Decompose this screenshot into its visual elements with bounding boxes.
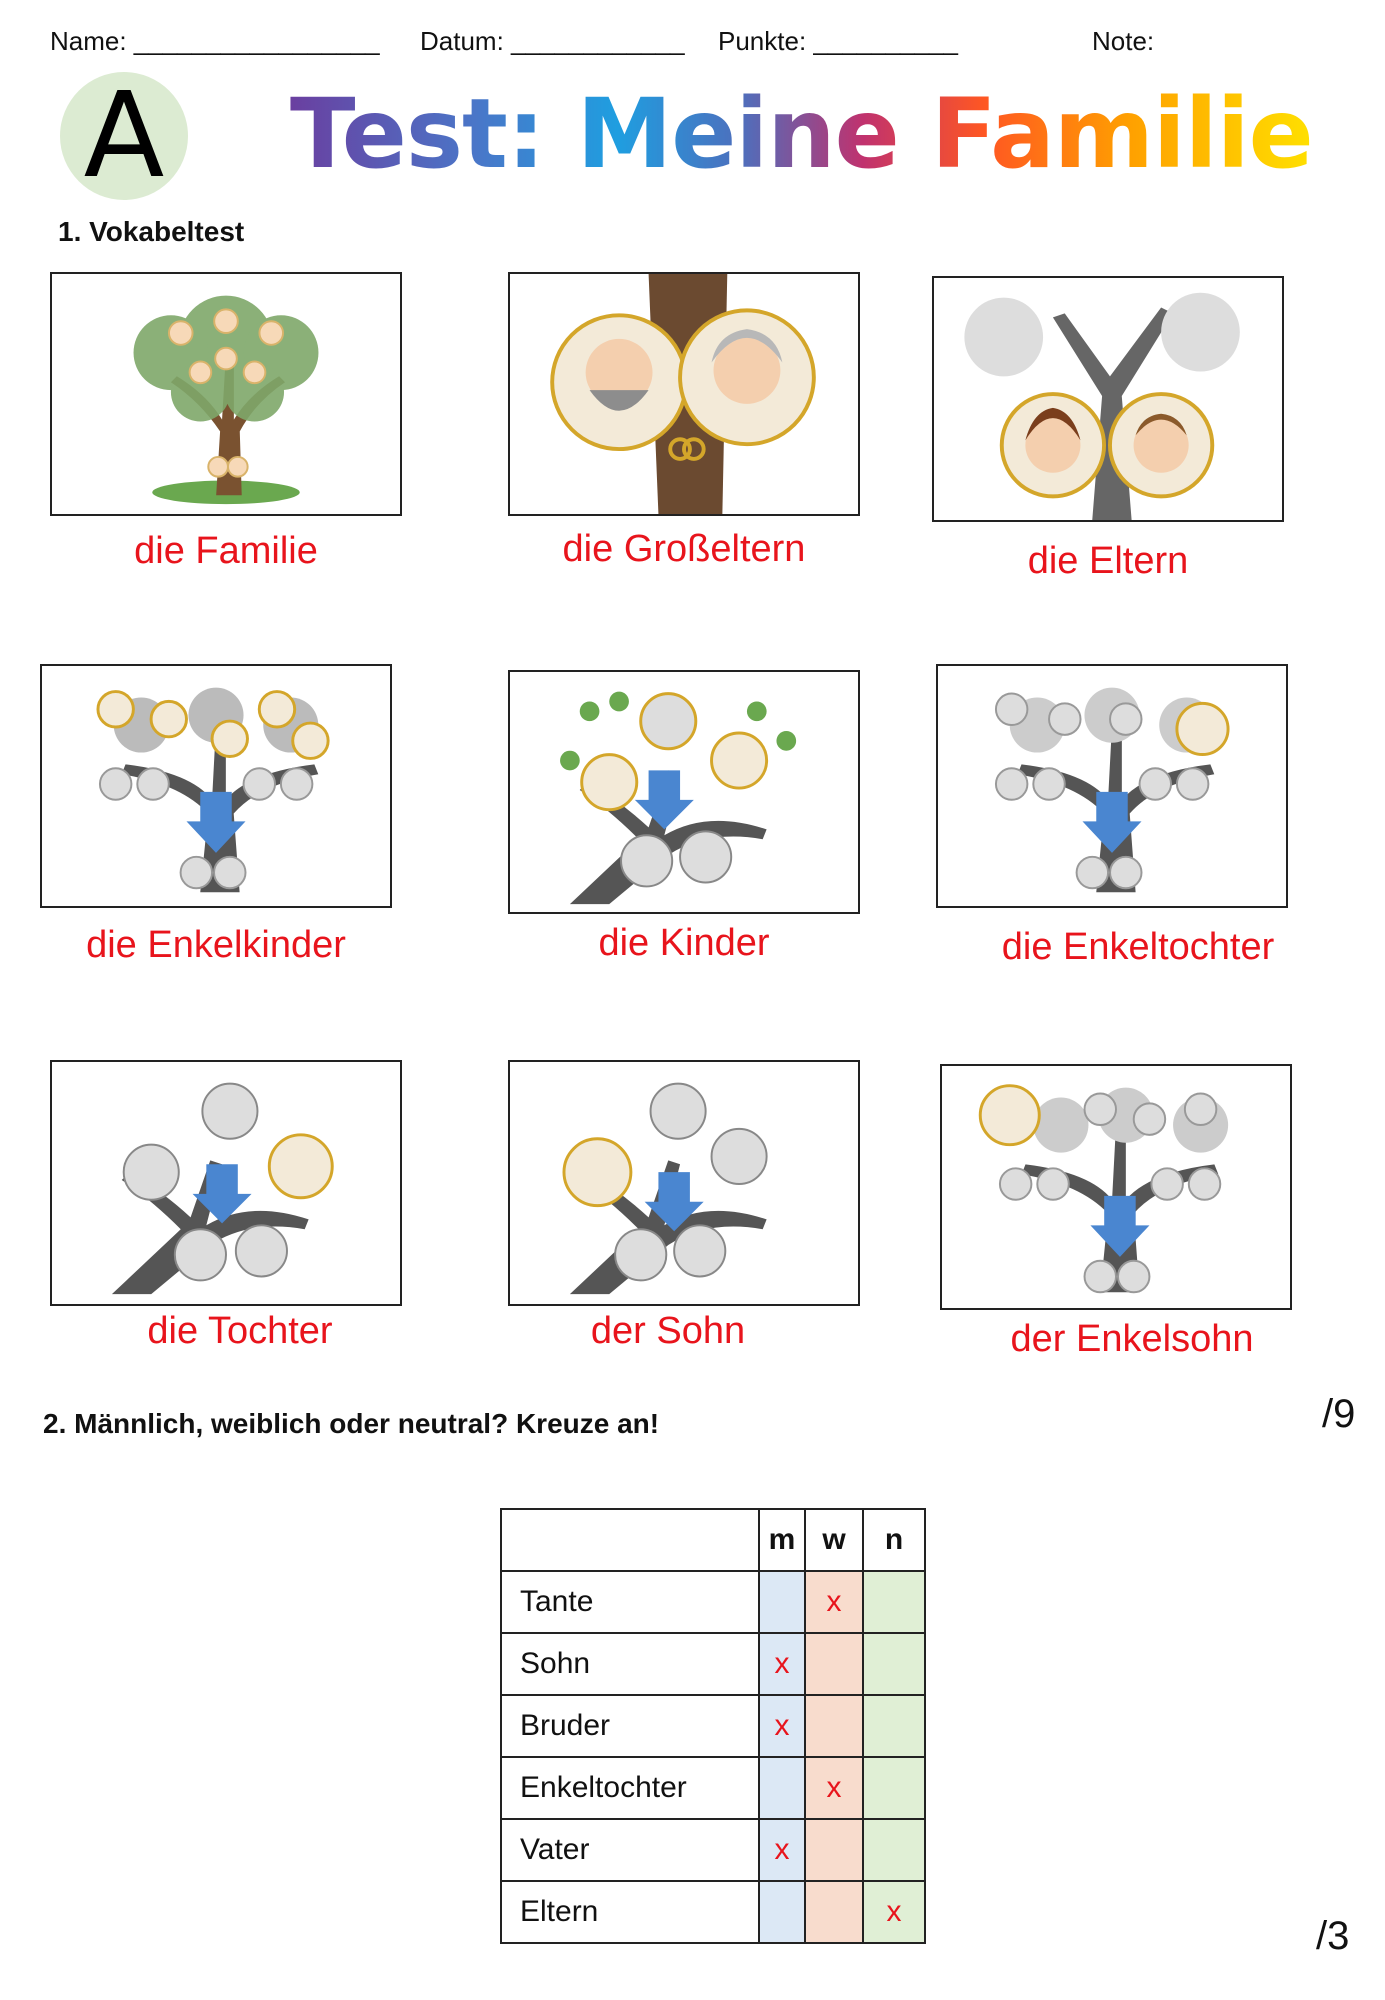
section1-score: /9 [1322,1392,1356,1436]
checkbox-n[interactable]: x [863,1881,925,1943]
column-header-m: m [759,1509,805,1571]
caption-card-3: die Eltern [1027,540,1189,582]
header-empty-cell [501,1509,759,1571]
section2-heading: 2. Männlich, weiblich oder neutral? Kreuze an! [43,1408,660,1439]
grade-field-label: Note: [1092,26,1155,56]
table-row [501,1819,925,1881]
table-row [501,1757,925,1819]
checkbox-n[interactable] [863,1571,925,1633]
grandparents-image [508,272,860,516]
grandson-image [940,1064,1292,1310]
word-cell: Enkeltochter [501,1757,759,1819]
caption-card-1: die Familie [134,530,318,572]
date-field-label: Datum: ____________ [420,26,685,56]
table-row [501,1881,925,1943]
checkbox-n[interactable] [863,1757,925,1819]
caption-card-7: die Tochter [147,1310,333,1352]
caption-card-6: die Enkeltochter [1001,926,1275,968]
checkbox-w[interactable]: x [805,1571,863,1633]
caption-card-5: die Kinder [598,922,770,964]
checkbox-w[interactable] [805,1819,863,1881]
gender-table [500,1508,926,1944]
column-header-w: w [805,1509,863,1571]
grandchildren-tree-illustration [42,666,390,906]
checkbox-m[interactable]: x [759,1819,805,1881]
word-cell: Bruder [501,1695,759,1757]
grandson-tree-illustration [942,1066,1290,1308]
children-tree-illustration [510,672,858,912]
table-row [501,1633,925,1695]
version-badge [60,66,188,204]
checkbox-n[interactable] [863,1695,925,1757]
checkbox-n[interactable] [863,1633,925,1695]
parents-portrait-illustration [934,278,1282,520]
table-row [501,1695,925,1757]
checkbox-w[interactable]: x [805,1757,863,1819]
checkbox-m[interactable]: x [759,1695,805,1757]
family-tree-illustration [52,274,400,514]
word-cell: Sohn [501,1633,759,1695]
children-image [508,670,860,914]
daughter-image [50,1060,402,1306]
granddaughter-image [936,664,1288,908]
section2-score: /3 [1316,1914,1350,1958]
points-field-label: Punkte: __________ [718,26,958,56]
parents-image [932,276,1284,522]
caption-card-4: die Enkelkinder [86,924,346,966]
version-letter: A [83,66,165,204]
checkbox-m[interactable] [759,1757,805,1819]
checkbox-w[interactable] [805,1881,863,1943]
granddaughter-tree-illustration [938,666,1286,906]
table-header-row [501,1509,925,1571]
son-tree-illustration [510,1062,858,1304]
checkbox-m[interactable] [759,1881,805,1943]
caption-card-2: die Großeltern [562,528,806,570]
grandparents-portrait-illustration [510,274,858,514]
grandchildren-image [40,664,392,908]
word-cell: Tante [501,1571,759,1633]
checkbox-w[interactable] [805,1695,863,1757]
section1-heading: 1. Vokabeltest [58,216,245,247]
family-tree-image [50,272,402,516]
name-field-label: Name: _________________ [50,26,380,56]
daughter-tree-illustration [52,1062,400,1304]
caption-card-8: der Sohn [590,1310,746,1352]
column-header-n: n [863,1509,925,1571]
table-row [501,1571,925,1633]
checkbox-m[interactable] [759,1571,805,1633]
checkbox-n[interactable] [863,1819,925,1881]
son-image [508,1060,860,1306]
checkbox-w[interactable] [805,1633,863,1695]
word-cell: Eltern [501,1881,759,1943]
page-title: Test: Meine Familie [290,78,1313,190]
caption-card-9: der Enkelsohn [1010,1318,1254,1360]
checkbox-m[interactable]: x [759,1633,805,1695]
word-cell: Vater [501,1819,759,1881]
